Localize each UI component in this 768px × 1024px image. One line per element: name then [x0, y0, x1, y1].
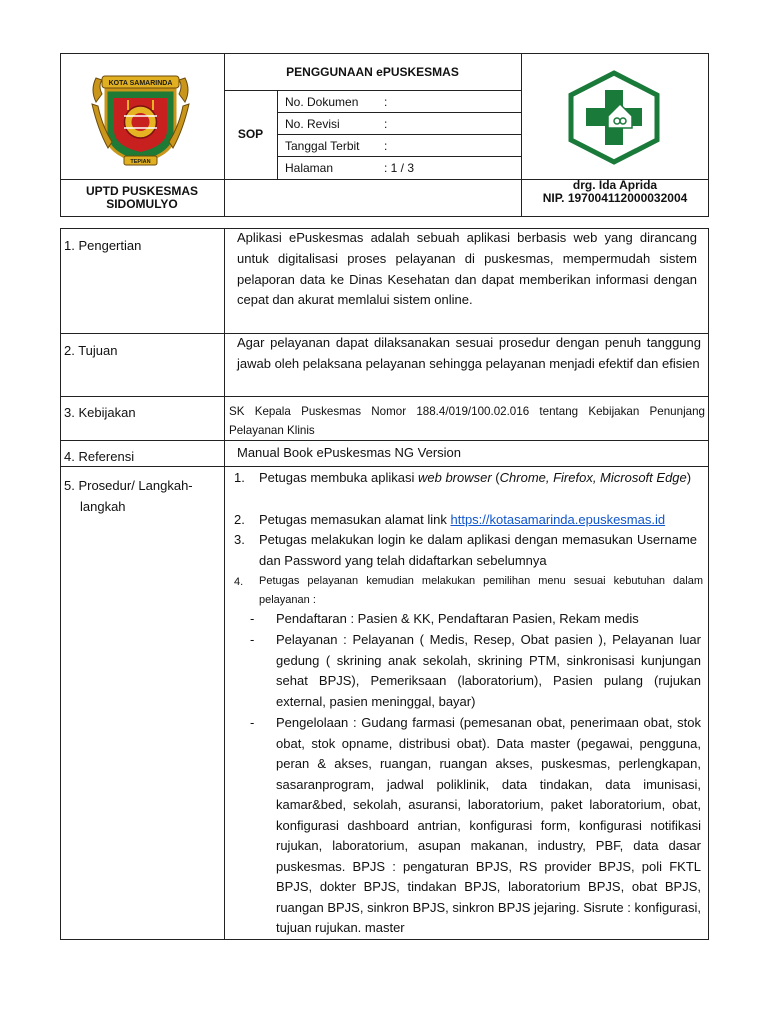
body-divider [60, 466, 709, 467]
sop-label: SOP [237, 127, 264, 141]
meta-label: No. Dokumen [285, 95, 359, 109]
emblem-banner-text: KOTA SAMARINDA [108, 80, 173, 87]
step-1-post: ) [686, 470, 692, 485]
header-divider [277, 156, 521, 157]
meta-label: No. Revisi [285, 117, 340, 131]
document-title: PENGGUNAAN ePUSKESMAS [286, 65, 459, 79]
meta-label: Halaman [285, 161, 334, 175]
signer-name: drg. Ida Aprida [572, 178, 658, 192]
prosedur-label-line2: langkah [80, 498, 126, 514]
prosedur-label-line1: 5. Prosedur/ Langkah- [64, 478, 193, 493]
section-text-kebijakan: SK Kepala Puskesmas Nomor 188.4/019/100.02.016 tentang Kebijakan Penunjang Pelayanan Klinis [229, 405, 705, 437]
bullet-dash: - [250, 632, 255, 647]
bullet-pengelolaan: Pengelolaan : Gudang farmasi (pemesanan obat, penerimaan obat, stok obat, stok opname, distribusi obat). Data master (pegawai, pengguna, peran & akses, ruangan, ruangan akses, puskesmas, perlengkapan, sasaranprogram, jadwal poliklinik, data tindakan, data imunisasi, kamar&bed, sekolah, asuransi, laboratorium, paket laboratorium, obat, konfigurasi dashboard antrian, konfigurasi form, konfigurasi notifikasi rujukan, laboratorium, asupan makanan, industry, PBF, data dasar puskesmas. BPJS : pengaturan BPJS, RS provider BPJS, poli FKTL BPJS, dokter BPJS, tindakan BPJS, laboratorium BPJS, obat BPJS, ruangan BPJS, sinkron BPJS, sinkron BPJS jejaring. Sisrute : konfigurasi, tujuan rujukan. master [276, 715, 701, 935]
bullet-dash: - [250, 715, 255, 730]
step-4: Petugas pelayanan kemudian melakukan pemilihan menu sesuai kebutuhan dalam pelayanan : [259, 575, 703, 606]
step-1-mid: ( [491, 470, 500, 485]
step-number: 4. [234, 576, 244, 588]
section-text-pengertian: Aplikasi ePuskesmas adalah sebuah aplikasi berbasis web yang dirancang untuk digitalisasi proses pelayanan di puskesmas, mempermudah sistem pelaporan data ke Dinas Kesehatan dan dapat memberikan informasi dengan cepat dan akurat memlalui sistem online. [237, 230, 697, 308]
step-1-browsers: Chrome, Firefox, Microsoft Edge [499, 470, 687, 485]
meta-value: : [384, 139, 388, 153]
step-1-browser: web browser [417, 470, 492, 485]
meta-label: Tanggal Terbit [285, 139, 360, 153]
meta-value: : [384, 117, 388, 131]
bullet-pendaftaran: Pendaftaran : Pasien & KK, Pendaftaran Pasien, Rekam medis [276, 611, 639, 626]
step-number: 2. [234, 512, 245, 527]
org-name [60, 185, 224, 211]
signer-nip: NIP. 197004112000032004 [542, 191, 688, 205]
section-label-prosedur [64, 476, 193, 517]
signer-block [521, 179, 709, 205]
body-divider [224, 228, 225, 940]
header-divider [224, 90, 521, 91]
step-number: 1. [234, 470, 245, 485]
section-text-tujuan: Agar pelayanan dapat dilaksanakan sesuai prosedur dengan penuh tanggung jawab oleh pelaksana pelayanan sehingga pelayanan menjadi efektif dan efisien [237, 335, 701, 371]
step-1 [259, 468, 695, 489]
meta-value: : 1 / 3 [384, 161, 415, 175]
step-2 [259, 510, 699, 531]
emblem-ribbon-text: TEPIAN [130, 159, 151, 165]
step-number: 3. [234, 532, 245, 547]
bullet-dash: - [250, 611, 255, 626]
step-2-pre: Petugas memasukan alamat link [259, 512, 451, 527]
section-label-tujuan: 2. Tujuan [64, 343, 118, 358]
step-1-pre: Petugas membuka aplikasi [259, 470, 418, 485]
meta-value: : [384, 95, 388, 109]
section-label-referensi: 4. Referensi [64, 449, 135, 464]
org-name-line1: UPTD PUSKESMAS [85, 184, 198, 198]
city-emblem-logo [88, 70, 193, 170]
puskesmas-logo [568, 70, 660, 165]
org-name-line2: SIDOMULYO [106, 197, 178, 211]
epuskesmas-link[interactable]: https://kotasamarinda.epuskesmas.id [450, 512, 666, 527]
bullet-pelayanan: Pelayanan : Pelayanan ( Medis, Resep, Obat pasien ), Pelayanan luar gedung ( skrining anak sekolah, skrining PTM, sinkronisasi kunjungan sehat BPJS), Pemeriksaan (laboratorium), Pasien pulang (rujukan external, pasien meninggal, bayar) [276, 632, 701, 709]
step-3: Petugas melakukan login ke dalam aplikasi dengan memasukan Username dan Password yang telah didaftarkan sebelumnya [259, 532, 697, 568]
body-divider [60, 440, 709, 441]
section-text-referensi: Manual Book ePuskesmas NG Version [237, 445, 461, 460]
header-divider [277, 134, 521, 135]
section-label-kebijakan: 3. Kebijakan [64, 405, 136, 420]
section-label-pengertian: 1. Pengertian [64, 238, 142, 253]
body-divider [60, 396, 709, 397]
header-divider [277, 112, 521, 113]
